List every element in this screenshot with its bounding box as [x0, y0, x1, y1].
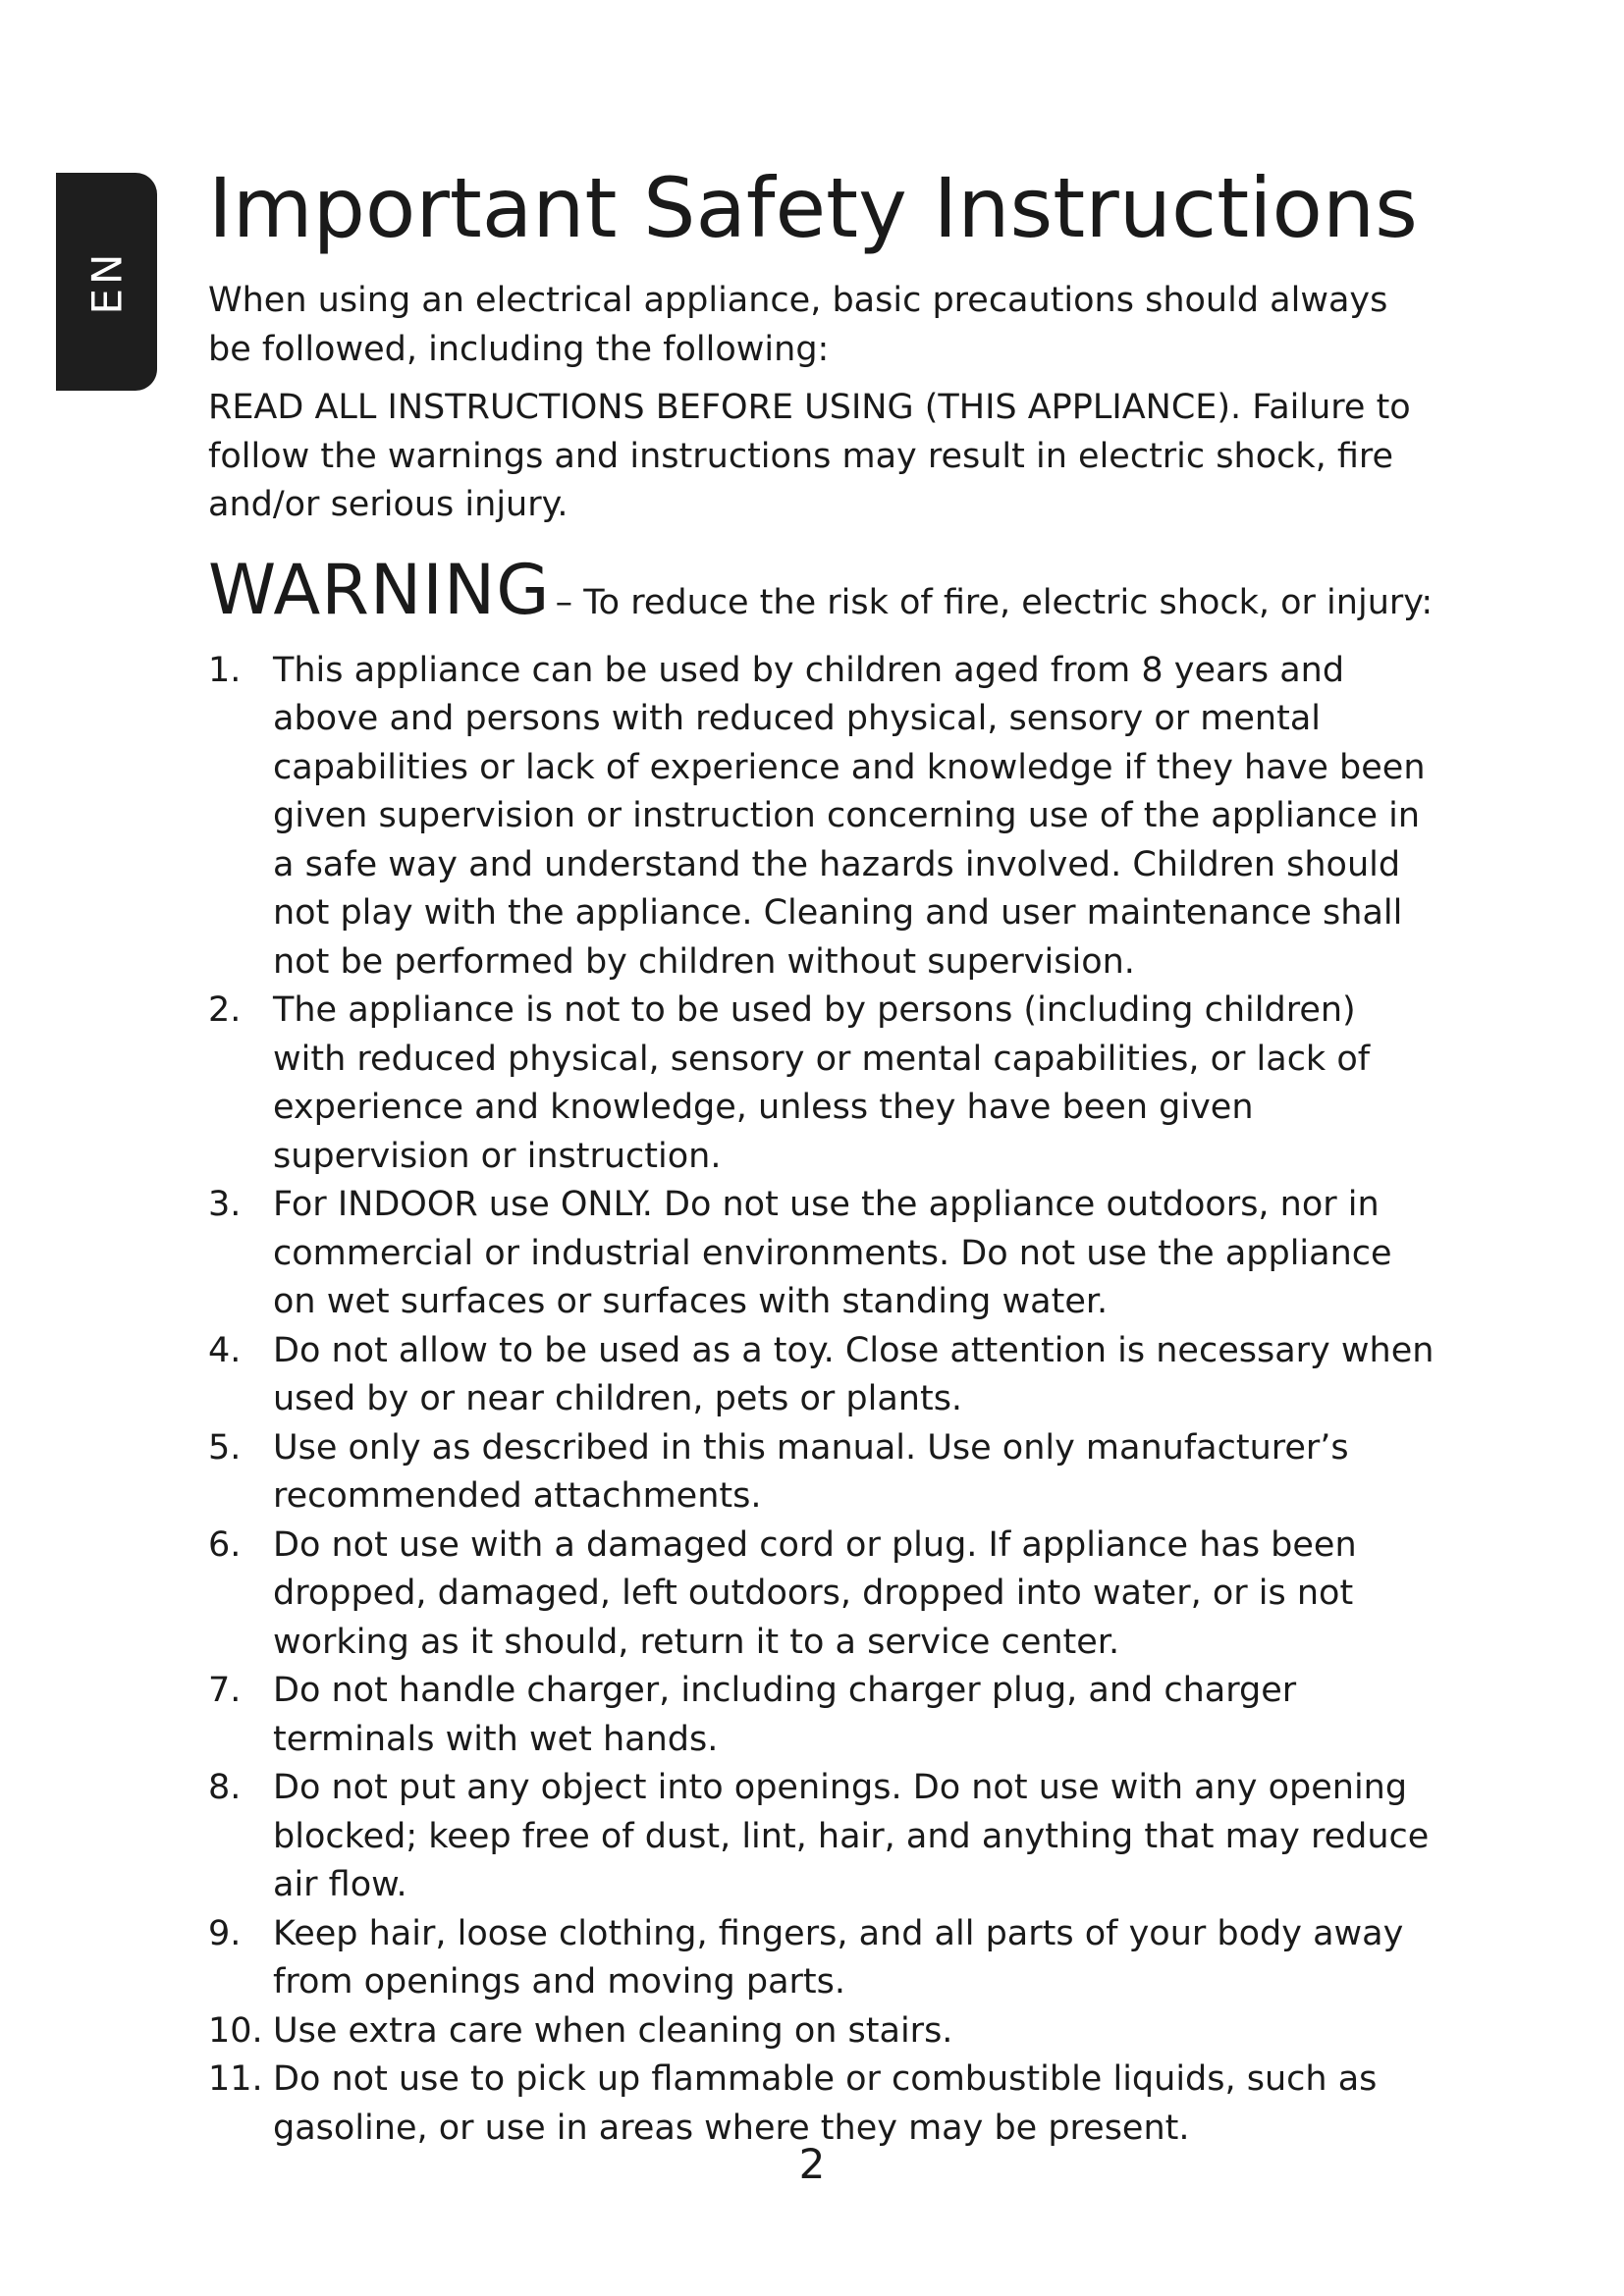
item-text: Use extra care when cleaning on stairs.: [273, 2010, 953, 2051]
list-item: [208, 987, 1435, 1181]
warning-subtitle: – To reduce the risk of fire, electric shock, or injury:: [555, 582, 1434, 622]
item-text: Do not handle charger, including charger plug, and charger terminals with wet hands.: [273, 1671, 1297, 1759]
page-title: Important Safety Instructions: [208, 160, 1418, 256]
language-tab: [56, 173, 157, 391]
item-text: For INDOOR use ONLY. Do not use the appliance outdoors, nor in commercial or industrial environments. Do not use the appliance on wet surfaces or surfaces with standing water.: [273, 1185, 1392, 1321]
item-number: 9.: [208, 1913, 242, 1953]
item-number: 2.: [208, 990, 242, 1030]
item-number: 6.: [208, 1524, 242, 1565]
item-number: 3.: [208, 1185, 242, 1224]
list-item: [208, 1667, 1435, 1764]
item-text: Keep hair, loose clothing, fingers, and all parts of your body away from openings and moving parts.: [273, 1913, 1404, 2002]
safety-section: [208, 157, 1435, 2153]
item-text: The appliance is not to be used by persons (including children) with reduced physical, sensory or mental capabilities, or lack of experience and knowledge, unless they have been given supervision or instruction.: [273, 990, 1371, 1176]
item-text: Do not put any object into openings. Do not use with any opening blocked; keep free of dust, lint, hair, and anything that may reduce air flow.: [273, 1768, 1430, 1904]
list-item: [208, 647, 1435, 988]
item-number: 1.: [208, 650, 242, 690]
list-item: [208, 1181, 1435, 1327]
list-item: [208, 1764, 1435, 1910]
item-text: Do not use to pick up flammable or combustible liquids, such as gasoline, or use in areas where they may be present.: [273, 2059, 1378, 2148]
item-number: 10.: [208, 2010, 263, 2051]
list-item: [208, 1910, 1435, 2007]
item-number: 7.: [208, 1671, 242, 1710]
item-text: Do not allow to be used as a toy. Close attention is necessary when used by or near children, pets or plants.: [273, 1330, 1435, 1418]
list-item: [208, 2056, 1435, 2153]
read-all-paragraph: READ ALL INSTRUCTIONS BEFORE USING (THIS APPLIANCE). Failure to follow the warnings and instructions may result in electric shock, fire and/or serious injury.: [208, 388, 1411, 524]
page-number: 2: [798, 2140, 826, 2188]
item-number: 8.: [208, 1768, 242, 1807]
item-text: Use only as described in this manual. Use only manufacturer’s recommended attachments.: [273, 1427, 1349, 1516]
safety-rules-list: [208, 647, 1435, 2154]
language-tab-label: EN: [82, 249, 131, 314]
list-item: [208, 1327, 1435, 1424]
list-item: [208, 1522, 1435, 1668]
list-item: [208, 2007, 1435, 2056]
item-number: 5.: [208, 1427, 242, 1468]
list-item: [208, 1424, 1435, 1522]
item-number: 11.: [208, 2059, 263, 2099]
warning-word: WARNING: [208, 549, 551, 630]
item-text: Do not use with a damaged cord or plug. If appliance has been dropped, damaged, left outdoors, dropped into water, or is not working as it should, return it to a service center.: [273, 1524, 1357, 1662]
item-number: 4.: [208, 1330, 242, 1370]
item-text: This appliance can be used by children aged from 8 years and above and persons with reduced physical, sensory or mental capabilities or lack of experience and knowledge if they have been given supervision or instruction concerning use of the appliance in a safe way and understand the hazards involved. Children should not play with the appliance. Cleaning and user maintenance shall not be performed by children without supervision.: [273, 650, 1426, 982]
intro-paragraph: When using an electrical appliance, basic precautions should always be followed, including the following:: [208, 281, 1388, 369]
warning-heading: [208, 549, 1435, 647]
